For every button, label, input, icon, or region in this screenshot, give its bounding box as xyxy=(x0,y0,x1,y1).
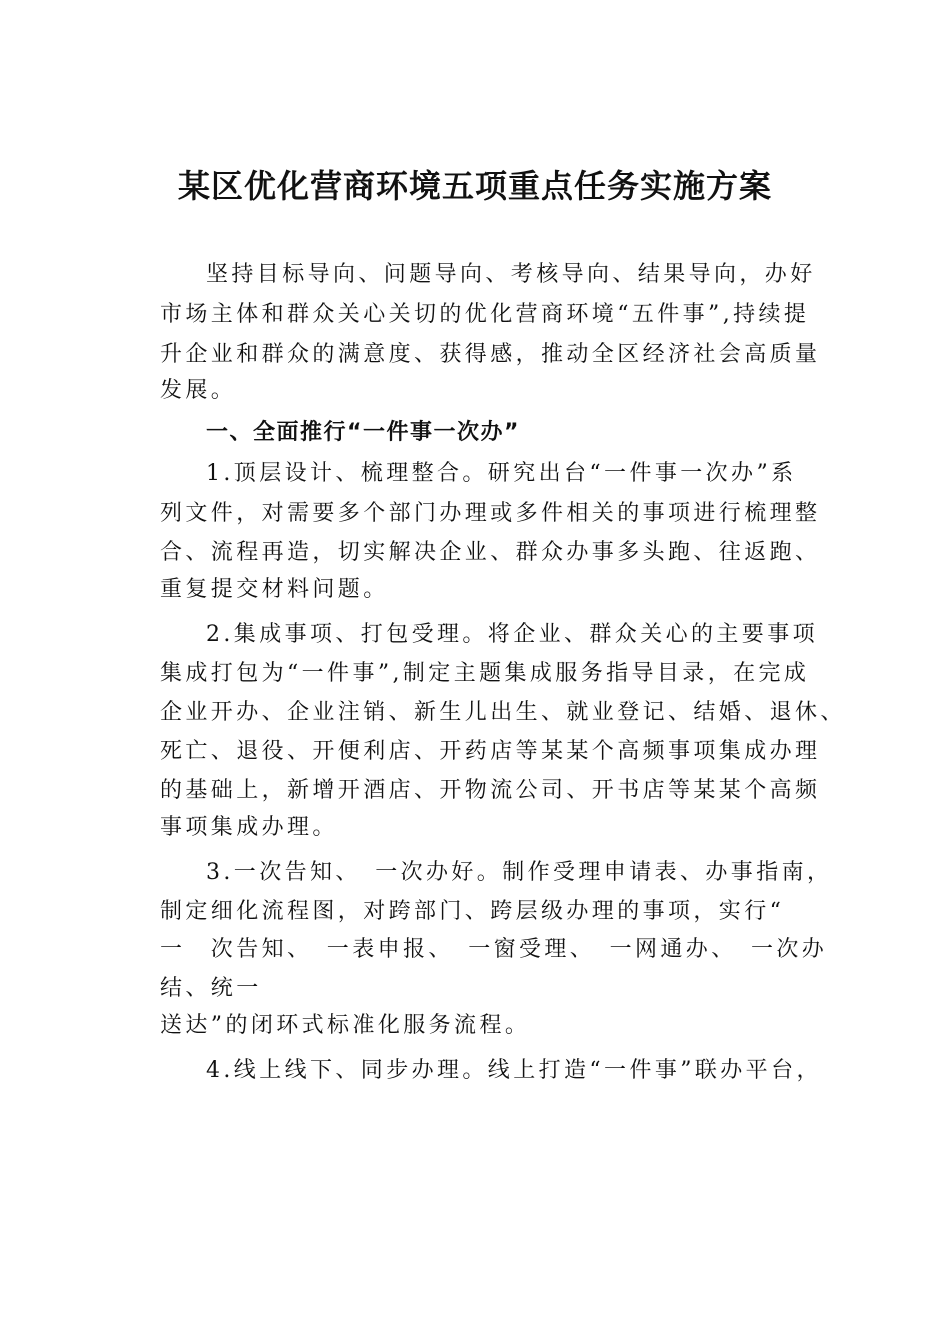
item2-line: 死亡、退役、开便利店、开药店等某某个高频事项集成办理 xyxy=(160,739,821,764)
item3-line: 结、统一 xyxy=(160,976,262,1001)
intro-line: 升企业和群众的满意度、获得感，推动全区经济社会高质量 xyxy=(160,342,821,367)
item3-line: 3.一次告知、 一次办好。制作受理申请表、办事指南， xyxy=(206,860,833,885)
item4-line: 4.线上线下、同步办理。线上打造“一件事”联办平台， xyxy=(206,1058,822,1083)
item1-line: 重复提交材料问题。 xyxy=(160,577,389,602)
section-heading: 一、全面推行“一件事一次办” xyxy=(206,420,520,445)
item3-line: 一 次告知、 一表申报、 一窗受理、 一网通办、 一次办 xyxy=(160,937,828,962)
document-title: 某区优化营商环境五项重点任务实施方案 xyxy=(177,167,772,205)
item2-line: 2.集成事项、打包受理。将企业、群众关心的主要事项 xyxy=(206,622,818,647)
item3-line: 制定细化流程图，对跨部门、跨层级办理的事项，实行“ xyxy=(160,899,785,924)
item2-line: 的基础上，新增开酒店、开物流公司、开书店等某某个高频 xyxy=(160,778,821,803)
item1-line: 合、流程再造，切实解决企业、群众办事多头跑、往返跑、 xyxy=(160,540,821,565)
item2-line: 集成打包为“一件事”,制定主题集成服务指导目录，在完成 xyxy=(160,661,810,686)
intro-line: 市场主体和群众关心关切的优化营商环境“五件事”,持续提 xyxy=(160,302,810,327)
item3-line: 送达”的闭环式标准化服务流程。 xyxy=(160,1013,531,1038)
intro-line: 坚持目标导向、问题导向、考核导向、结果导向，办好 xyxy=(206,262,816,287)
intro-line: 发展。 xyxy=(160,378,237,403)
item2-line: 企业开办、企业注销、新生儿出生、就业登记、结婚、退休、 xyxy=(160,700,846,725)
item2-line: 事项集成办理。 xyxy=(160,815,338,840)
item1-line: 列文件，对需要多个部门办理或多件相关的事项进行梳理整 xyxy=(160,501,821,526)
item1-line: 1.顶层设计、梳理整合。研究出台“一件事一次办”系 xyxy=(206,461,797,486)
